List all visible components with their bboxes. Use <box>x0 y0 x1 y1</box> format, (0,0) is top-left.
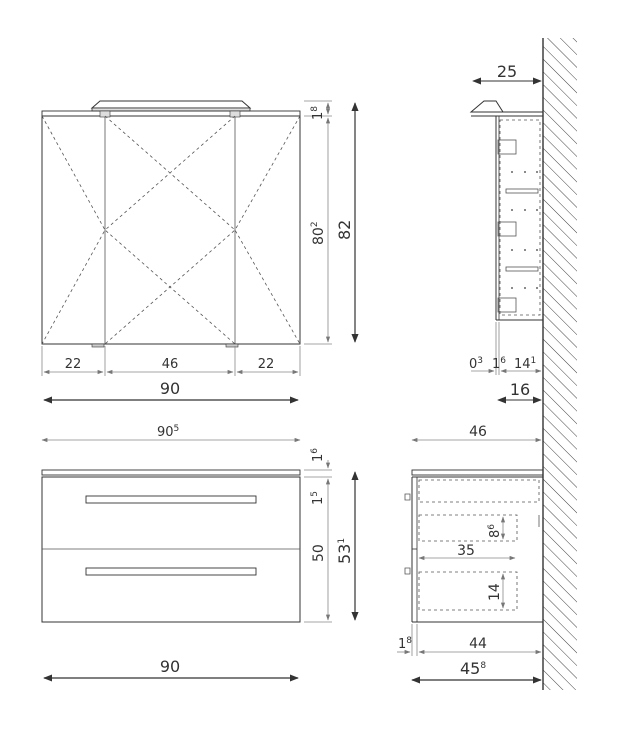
dim-segment-right: 22 <box>257 357 275 372</box>
dim-vanity-total-width: 90 <box>159 657 181 676</box>
dim-vanity-total-height: $53^1$ <box>335 537 354 564</box>
dim-lower-drawer-height: 14 <box>487 583 503 601</box>
dim-mirror-top-height: $1^8$ <box>310 105 326 120</box>
dim-vanity-total-depth: $45^8$ <box>460 659 487 678</box>
dim-drawer-height: $8^6$ <box>487 523 503 538</box>
dim-mirror-body-height: $80^2$ <box>310 221 327 245</box>
dim-segment-middle: 46 <box>161 357 179 372</box>
dim-mirror-inner: $14^1$ <box>514 356 537 372</box>
dim-vanity-top-width: $90^5$ <box>157 424 180 440</box>
vanity-side-dims <box>397 424 541 680</box>
dim-vanity-top-depth: 46 <box>469 424 487 440</box>
wall <box>543 38 577 690</box>
lower-drawer-handle <box>86 568 256 575</box>
mirror-front-height-dims <box>304 101 355 344</box>
dim-mirror-panel: $1^6$ <box>492 356 507 372</box>
dim-vanity-gap: $1^5$ <box>310 490 326 505</box>
vanity-front <box>42 470 300 622</box>
dim-drawer-depth: 35 <box>457 543 475 559</box>
dim-vanity-top-thickness: $1^6$ <box>310 447 326 462</box>
dim-mirror-total-width: 90 <box>159 379 181 398</box>
dim-vanity-body-height: 50 <box>311 544 327 562</box>
dim-vanity-body-depth: 44 <box>469 636 487 652</box>
dim-mirror-body-depth: 16 <box>509 380 531 399</box>
upper-drawer-handle <box>86 496 256 503</box>
dim-front-thickness: $1^8$ <box>398 636 413 652</box>
mirror-cabinet-side <box>471 101 543 320</box>
mirror-side-dims <box>469 62 541 400</box>
vanity-front-dims <box>42 424 355 678</box>
dim-mirror-total-height: 82 <box>335 219 354 240</box>
dim-mirror-gap: $0^3$ <box>469 356 484 372</box>
dim-mirror-depth: 25 <box>496 62 518 81</box>
dim-segment-left: 22 <box>64 357 82 372</box>
mirror-cabinet-front <box>42 101 300 347</box>
mirror-front-width-dims <box>42 346 300 400</box>
